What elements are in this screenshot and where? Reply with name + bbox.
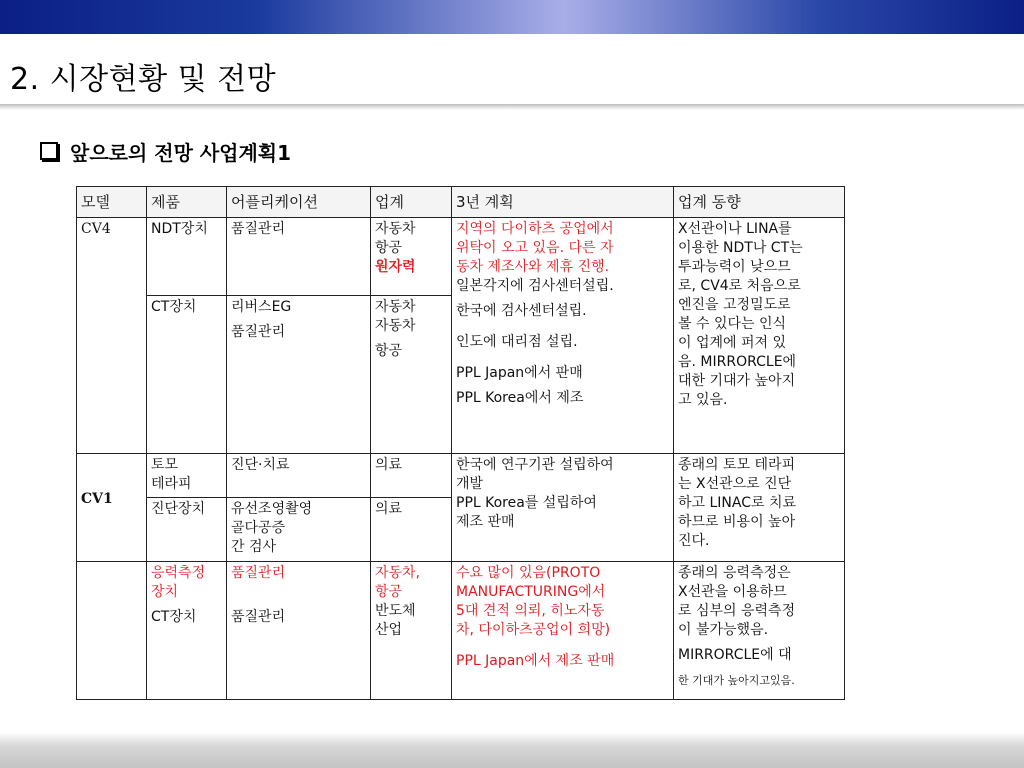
plan-cell-tomo	[452, 454, 674, 561]
industry-cell	[371, 295, 452, 454]
application-cell	[227, 295, 371, 454]
application-text: 품질관리	[231, 608, 286, 625]
model-cell	[77, 454, 147, 561]
trend-cell-cv4	[674, 218, 845, 454]
application-text: 품질관리	[231, 564, 286, 581]
table-row	[77, 561, 845, 699]
industry-text: 산업	[375, 621, 403, 638]
header-application: 어플리케이션	[227, 187, 371, 218]
industry-cell	[371, 218, 452, 296]
industry-cell	[371, 561, 452, 699]
trend-text: 이 불가능했음.	[678, 621, 769, 638]
plan-text: 수요 많이 있음(PROTO	[456, 564, 601, 581]
trend-text: 대한 기대가 높아지	[678, 373, 796, 389]
product-ndt: NDT장치	[147, 218, 227, 296]
plan-text: 인도에 대리점 설립.	[456, 334, 578, 350]
product-diagnosis: 진단장치	[147, 498, 227, 561]
model-empty	[77, 561, 147, 699]
trend-text: 종래의 응력측정은	[678, 564, 791, 581]
trend-text: 진다.	[678, 533, 710, 550]
product-text: 응력측정	[151, 564, 206, 581]
industry-text: 자동차,	[375, 564, 421, 581]
table-row	[77, 218, 845, 296]
trend-text: 이 업계에 퍼져 있	[678, 335, 787, 351]
plan-text: 위탁이 오고 있음. 다른 자	[456, 240, 614, 256]
product-tomo	[147, 454, 227, 498]
industry-text: 자동차	[375, 298, 416, 315]
industry-medical: 의료	[371, 498, 452, 561]
industry-text: 자동차	[375, 317, 416, 334]
trend-text: 하고 LINAC로 치료	[678, 495, 797, 512]
application-text: 리버스EG	[231, 298, 292, 315]
plan-text: 동차 제조사와 제휴 진행.	[456, 259, 610, 275]
plan-text: PPL Korea를 설립하여	[456, 495, 597, 512]
industry-text: 항공	[375, 583, 403, 600]
trend-text: 종래의 토모 테라피	[678, 457, 796, 474]
plan-text: 한국에 검사센터설립.	[456, 303, 587, 319]
industry-text: 반도체	[375, 602, 416, 619]
application-quality-control: 품질관리	[227, 218, 371, 296]
bottom-gradient-bar	[0, 732, 1024, 768]
checkbox-bullet-icon	[40, 142, 58, 160]
product-ct: CT장치	[147, 295, 227, 454]
trend-cell-cv1	[674, 561, 845, 699]
plan-text: 일본각지에 검사센터설립.	[456, 278, 614, 294]
trend-text: 하므로 비용이 높아	[678, 514, 796, 531]
plan-cell-cv4	[452, 218, 674, 454]
industry-text: 항공	[375, 342, 403, 359]
industry-text: 항공	[375, 240, 403, 256]
table-row	[77, 454, 845, 498]
plan-text: 한국에 연구기관 설립하여	[456, 457, 614, 474]
industry-text: 원자력	[375, 259, 416, 275]
trend-text: 음. MIRRORCLE에	[678, 354, 797, 370]
trend-text: 한 기대가 높아지고있음.	[678, 673, 795, 687]
trend-cell-tomo	[674, 454, 845, 561]
business-plan-table	[76, 186, 844, 700]
plan-text: PPL Japan에서 판매	[456, 365, 583, 381]
model-cv4: CV4	[77, 218, 147, 454]
application-cell	[227, 498, 371, 561]
header-industry-trend: 업계 동향	[674, 187, 845, 218]
application-text: 간 검사	[231, 539, 277, 556]
plan-text: 제조 판매	[456, 514, 515, 531]
industry-medical: 의료	[371, 454, 452, 498]
plan-text: 지역의 다이하츠 공업에서	[456, 221, 614, 237]
industry-text: 자동차	[375, 221, 416, 237]
application-text: 유선조영촬영	[231, 501, 313, 518]
product-text: 테라피	[151, 476, 192, 493]
product-text: CT장치	[151, 608, 197, 625]
product-text: 장치	[151, 583, 179, 600]
trend-text: 이용한 NDT나 CT는	[678, 240, 803, 256]
slide-title: 2. 시장현황 및 전망	[10, 62, 277, 97]
plan-text: 개발	[456, 476, 484, 493]
trend-text: 로, CV4로 처음으로	[678, 278, 801, 294]
product-cell	[147, 561, 227, 699]
header-product: 제품	[147, 187, 227, 218]
section-heading-text: 앞으로의 전망 사업계획1	[70, 140, 292, 165]
trend-text: 볼 수 있다는 인식	[678, 316, 787, 332]
header-3year-plan: 3년 계획	[452, 187, 674, 218]
trend-text: 고 있음.	[678, 392, 728, 408]
application-diagnosis-treatment: 진단·치료	[227, 454, 371, 498]
application-cell	[227, 561, 371, 699]
title-divider	[0, 104, 1024, 110]
plan-text: PPL Japan에서 제조 판매	[456, 652, 615, 669]
plan-text: MANUFACTURING에서	[456, 583, 606, 600]
trend-text: 엔진을 고정밀도로	[678, 297, 791, 313]
plan-text: PPL Korea에서 제조	[456, 390, 584, 406]
trend-text: 는 X선관으로 진단	[678, 476, 792, 493]
plan-cell-cv1	[452, 561, 674, 699]
header-model: 모델	[77, 187, 147, 218]
plan-text: 5대 견적 의뢰, 히노자동	[456, 602, 605, 619]
product-text: 토모	[151, 457, 179, 474]
top-gradient-bar	[0, 0, 1024, 34]
trend-text: X선관을 이용하므	[678, 583, 787, 600]
trend-text: X선관이나 LINA를	[678, 221, 792, 237]
header-industry: 업계	[371, 187, 452, 218]
application-text: 골다공증	[231, 520, 286, 537]
application-text: 품질관리	[231, 323, 286, 340]
table-header-row	[77, 187, 845, 218]
section-heading	[40, 134, 291, 168]
plan-text: 차, 다이하츠공업이 희망)	[456, 621, 611, 638]
trend-text: 투과능력이 낮으므	[678, 259, 791, 275]
trend-text: MIRRORCLE에 대	[678, 646, 792, 663]
trend-text: 로 심부의 응력측정	[678, 602, 796, 619]
model-cv1: CV1	[81, 491, 113, 508]
